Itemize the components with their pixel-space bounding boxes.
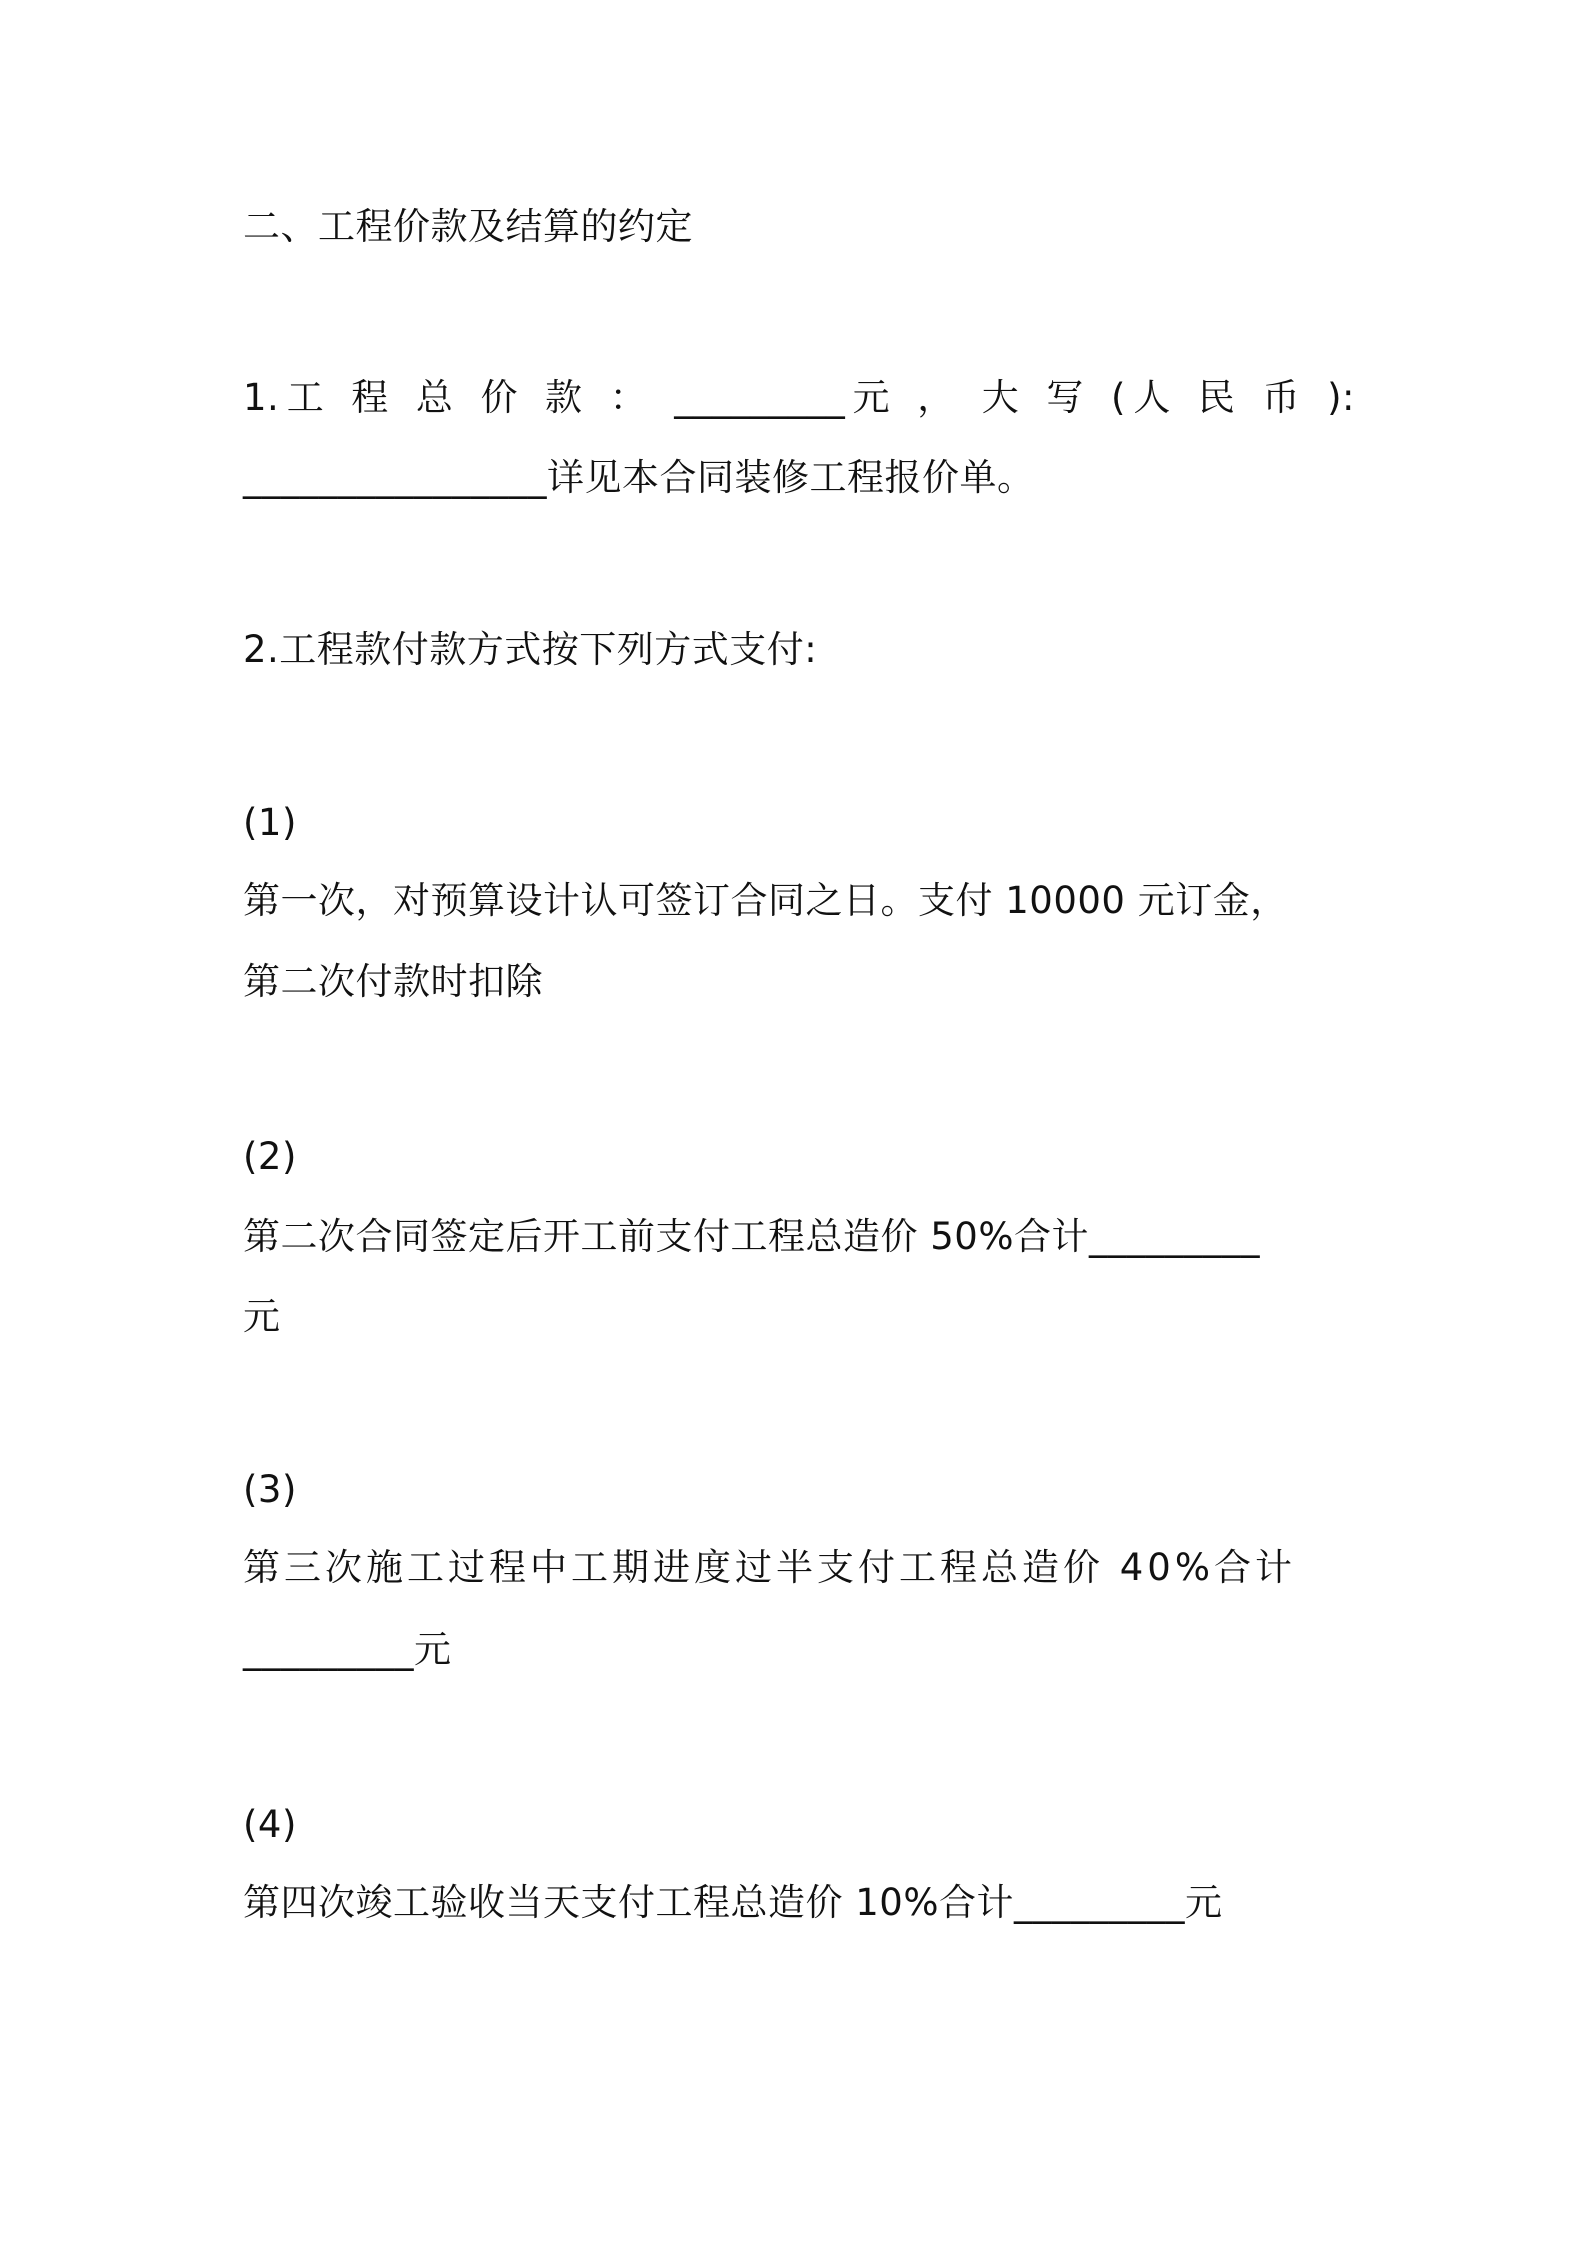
total-price-uppercase-line: ________________详见本合同装修工程报价单。 (243, 456, 1035, 499)
payment-method-title: 2.工程款付款方式按下列方式支付: (243, 628, 818, 671)
payment-4-text: 第四次竣工验收当天支付工程总造价 10%合计_________元 (243, 1881, 1223, 1924)
payment-2-text-continued: 元 (243, 1295, 281, 1338)
payment-3-text: 第三次施工过程中工期进度过半支付工程总造价 40%合计 (243, 1546, 1296, 1589)
payment-1-number: (1) (243, 801, 297, 844)
payment-4-number: (4) (243, 1803, 297, 1846)
payment-3-text-continued: _________元 (243, 1628, 452, 1671)
payment-2-number: (2) (243, 1135, 297, 1178)
payment-1-text-continued: 第二次付款时扣除 (243, 960, 543, 1003)
payment-2-text: 第二次合同签定后开工前支付工程总造价 50%合计_________ (243, 1215, 1260, 1258)
payment-1-text: 第一次，对预算设计认可签订合同之日。支付 10000 元订金， (243, 879, 1288, 922)
total-price-line: 1.工 程 总 价 款 ： _________元 ， 大 写 (人 民 币 ): (243, 376, 1355, 419)
payment-3-number: (3) (243, 1468, 297, 1511)
section-heading: 二、工程价款及结算的约定 (243, 205, 693, 248)
